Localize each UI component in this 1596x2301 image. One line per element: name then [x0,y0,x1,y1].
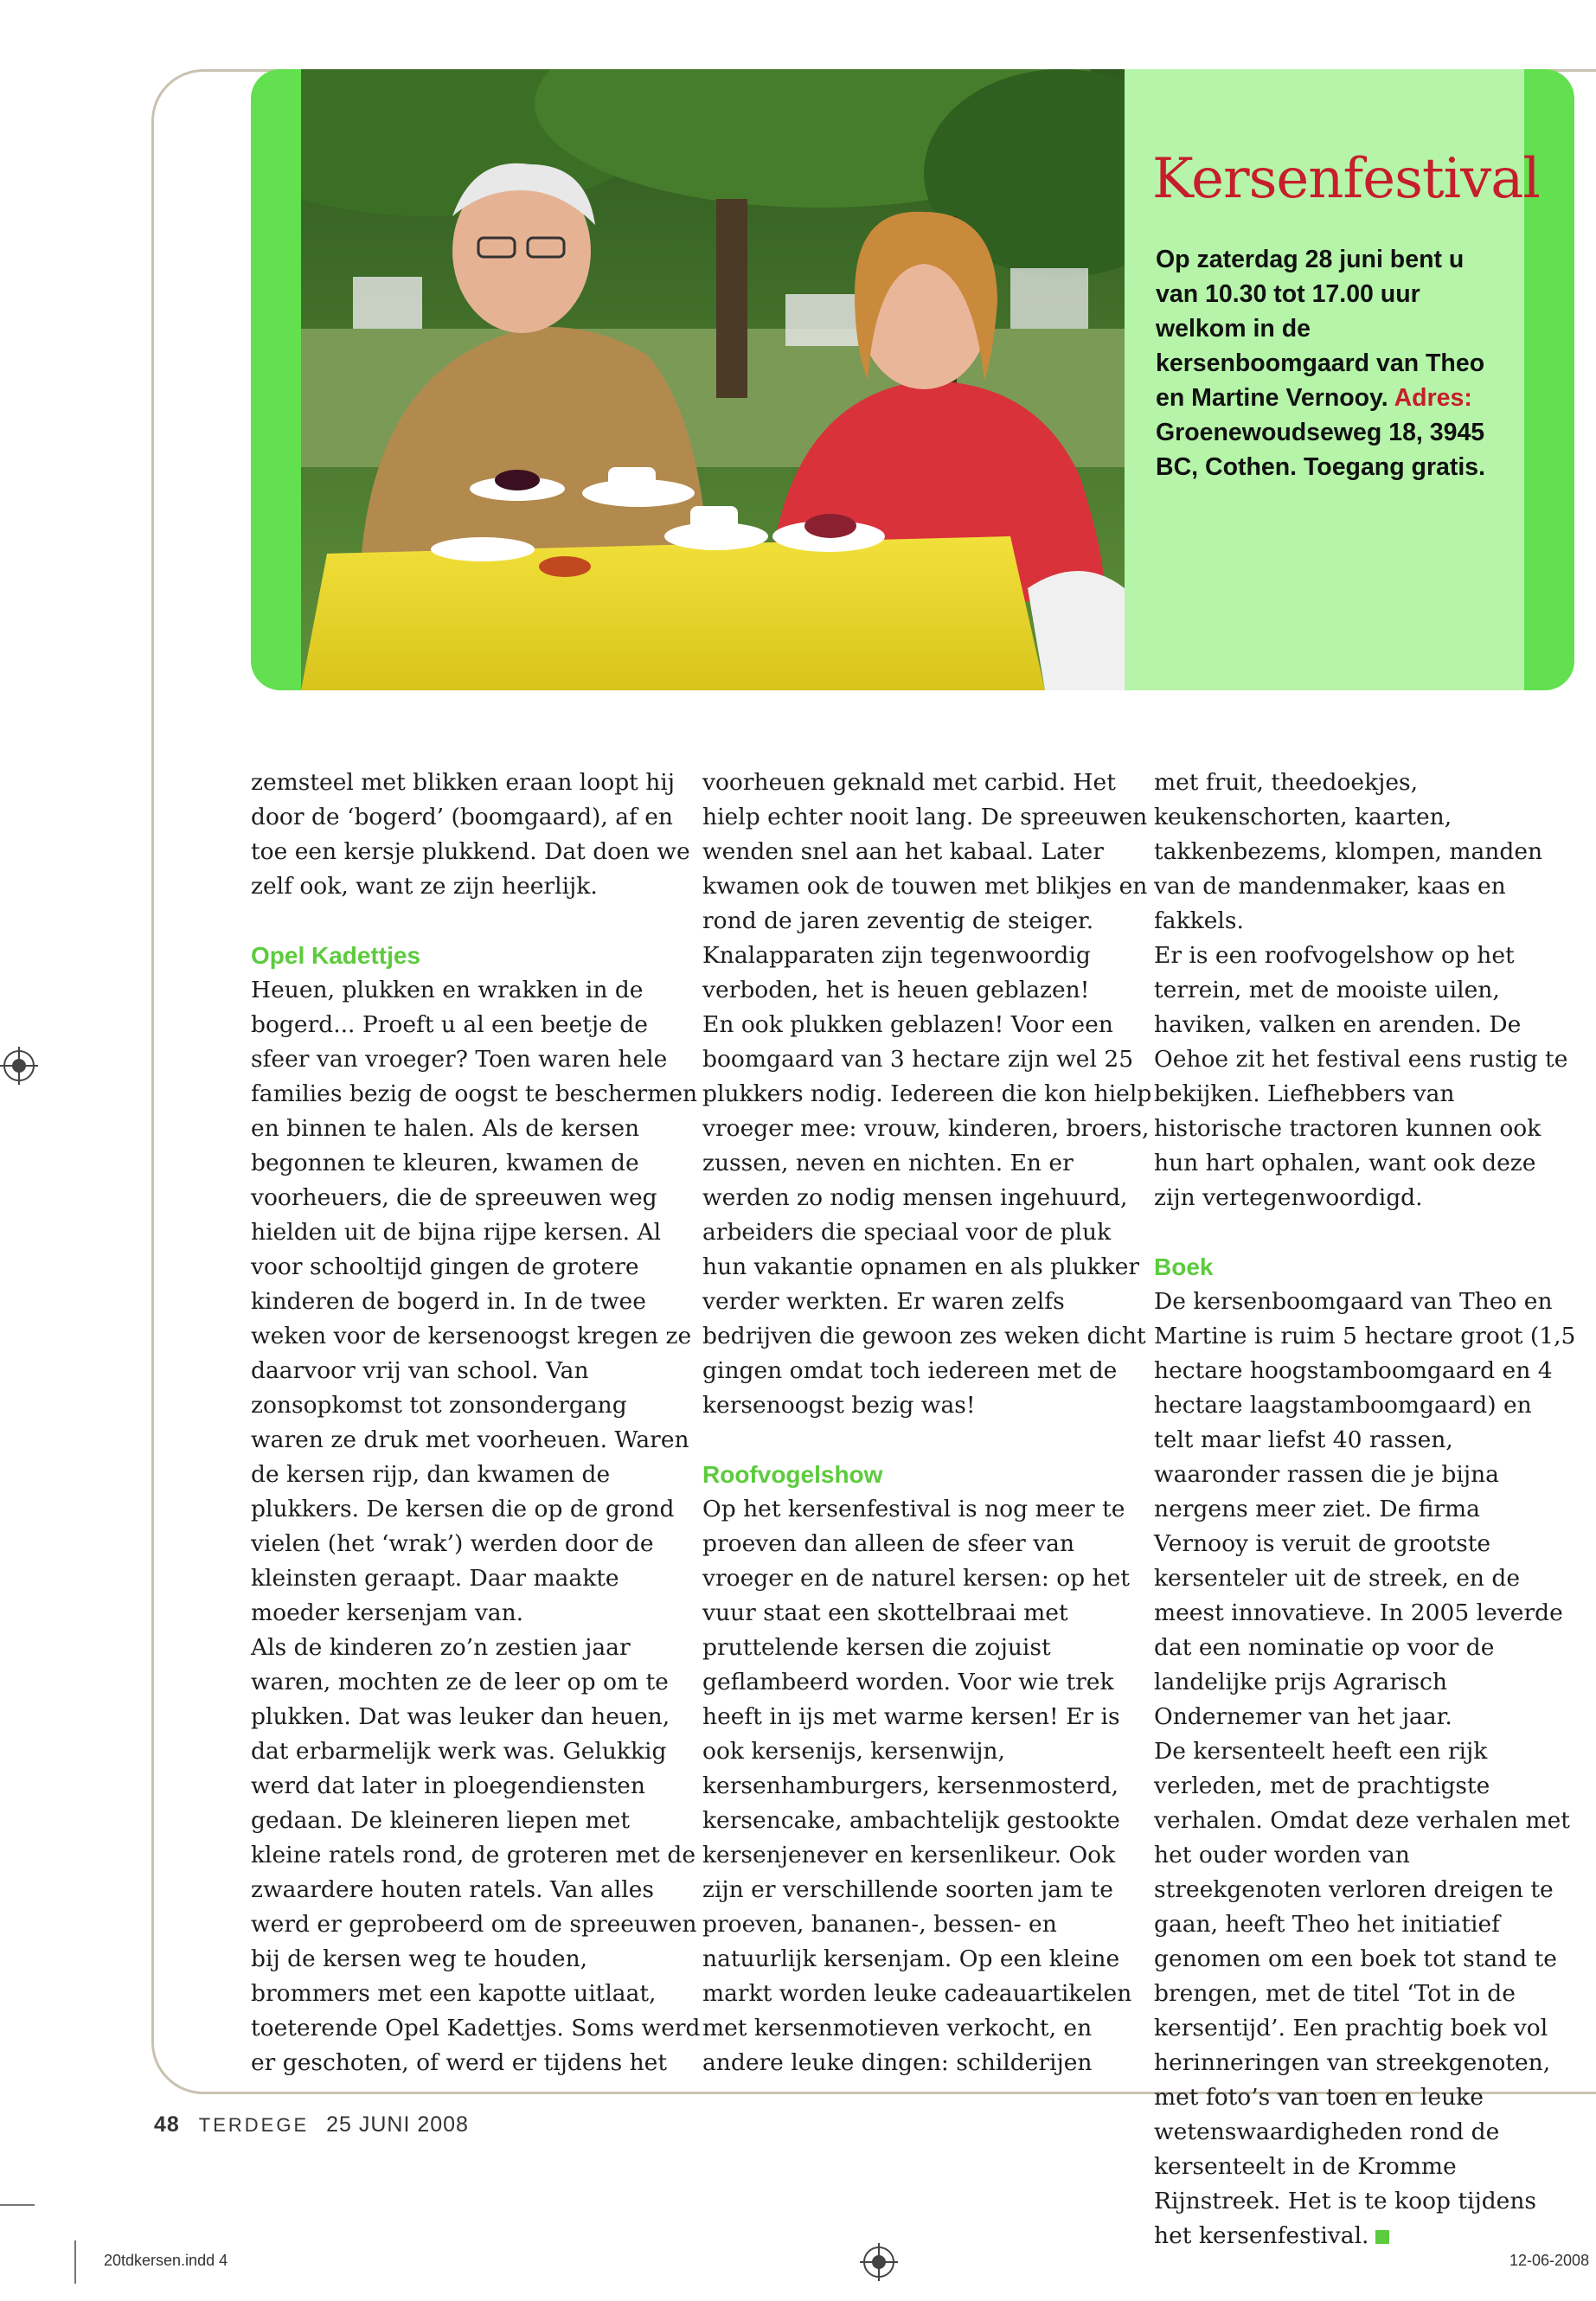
registration-mark-icon [863,2247,894,2278]
article-column-2 [702,766,1152,2080]
info-text [1156,242,1510,484]
article-column-3 [1154,766,1578,2253]
slug-filename: 20tdkersen.indd 4 [104,2252,228,2269]
paragraph-last [1154,1734,1578,2253]
paragraph: En ook plukken geblazen! Voor een boomgaard van 3 hectare zijn wel 25 plukkers nodig. Iedereen die kon hielp vroeger mee: vrouw, kinderen, broers, zussen, neven en nichten. En er werden zo nodig mensen ingehuurd, arbeiders die speciaal voor de pluk hun vakantie opnamen en als plukker verder werkten. Er waren zelfs bedrijven die gewoon zes weken dicht gingen omdat toch iedereen met de kersenoogst bezig was! [702,1011,1152,1419]
paragraph: Er is een roofvogelshow op het terrein, met de mooiste uilen, haviken, valken en arenden. De Oehoe zit het festival eens rustig te bekijken. Liefhebbers van historische tractoren kunnen ook hun hart ophalen, want ook deze zijn vertegenwoordigd. [1154,942,1568,1211]
magazine-name: TERDEGE [198,2114,310,2136]
paragraph: voorheuen geknald met carbid. Het hielp echter nooit lang. De spreeuwen wenden snel aan het kabaal. Later kwamen ook de touwen met blikjes en rond de jaren zeventig de steiger. Knalapparaten zijn tegenwoordig verboden, het is heuen geblazen! [702,769,1148,1003]
paragraph: De kersenboomgaard van Theo en Martine is ruim 5 hectare groot (1,5 hectare hoogstamboomgaard en 4 hectare laagstamboomgaard) en telt maar liefst 40 rassen, waaronder rassen die je bijna nergens meer ziet. De firma Vernooy is veruit de grootste kersenteler uit de streek, en de meest innovatieve. In 2005 leverde dat een nominatie op voor de landelijke prijs Agrarisch Ondernemer van het jaar. [1154,1288,1576,1730]
info-text-intro: Op zaterdag 28 juni bent u van 10.30 tot 17.00 uur welkom in de kersenboomgaard van Theo en Martine Vernooy. [1156,246,1485,412]
registration-mark-icon [3,1050,35,1081]
page-footer [154,2112,469,2138]
paragraph: Heuen, plukken en wrakken in de bogerd... Proeft u al een beetje de sfeer van vroeger? Toen waren hele families bezig de oogst te beschermen en binnen te halen. Als de kersen begonnen te kleuren, kwamen de voorheuers, die de spreeuwen weg hielden uit de bijna rijpe kersen. Al voor schooltijd gingen de grotere kinderen de bogerd in. In de twee weken voor de kersenoogst kregen ze daarvoor vrij van school. Van zonsopkomst tot zonsondergang waren ze druk met voorheuen. Waren de kersen rijp, dan kwamen de plukkers. De kersen die op de grond vielen (het ‘wrak’) werden door de kleinsten geraapt. Daar maakte moeder kersenjam van. [251,977,698,1626]
info-address: Groenewoudseweg 18, 3945 BC, Cothen. Toegang gratis. [1156,419,1486,481]
subheading-boek: Boek [1154,1253,1214,1280]
issue-date: 25 JUNI 2008 [326,2112,469,2137]
paragraph: Op het kersenfestival is nog meer te proeven dan alleen de sfeer van vroeger en de naturel kersen: op het vuur staat een skottelbraai met pruttelende kersen die zojuist geflambeerd worden. Voor wie trek heeft in ijs met warme kersen! Er is ook kersenijs, kersenwijn, kersenhamburgers, kersenmosterd, kersencake, ambachtelijk gestookte kersenjenever en kersenlikeur. Ook zijn er verschillende soorten jam te proeven, bananen-, bessen- en natuurlijk kersenjam. Op een kleine markt worden leuke cadeauartikelen met kersenmotieven verkocht, en andere leuke dingen: schilderijen [702,1496,1132,2076]
crop-mark [74,2240,76,2284]
subheading-roofvogelshow: Roofvogelshow [702,1461,883,1488]
address-label: Adres: [1394,384,1472,412]
header-photo [301,69,1125,690]
info-box [1125,69,1540,690]
paragraph: Als de kinderen zo’n zestien jaar waren, mochten ze de leer op om te plukken. Dat was leuker dan heuen, dat erbarmelijk werk was. Gelukkig werd dat later in ploegendiensten gedaan. De kleineren liepen met kleine ratels rond, de groteren met de zwaardere houten ratels. Van alles werd er geprobeerd om de spreeuwen bij de kersen weg te houden, brommers met een kapotte uitlaat, toeterende Opel Kadettjes. Soms werd er geschoten, of werd er tijdens het [251,1634,701,2076]
paragraph: zemsteel met blikken eraan loopt hij door de ‘bogerd’ (boomgaard), af en toe een kersje plukkend. Dat doen we zelf ook, want ze zijn heerlijk. [251,769,690,900]
photo-illustration [301,69,1125,690]
subheading-opel-kadettjes: Opel Kadettjes [251,942,421,969]
page-number: 48 [154,2112,180,2137]
article-column-1 [251,766,701,2080]
slug-date: 12-06-2008 [1509,2252,1590,2269]
end-mark-icon [1375,2230,1389,2244]
crop-mark [0,2204,35,2206]
paragraph-text: De kersenteelt heeft een rijk verleden, met de prachtigste verhalen. Omdat deze verhalen met het ouder worden van streekgenoten verloren dreigen te gaan, heeft Theo het initiatief genomen om een boek tot stand te brengen, met de titel ‘Tot in de kersentijd’. Een prachtig boek vol herinneringen van streekgenoten, met foto’s van toen en leuke wetenswaardigheden rond de kersenteelt in de Kromme Rijnstreek. Het is te koop tijdens het kersenfestival. [1154,1738,1570,2249]
paragraph: met fruit, theedoekjes, keukenschorten, kaarten, takkenbezems, klompen, manden van de mandenmaker, kaas en fakkels. [1154,769,1543,934]
info-title: Kersenfestival [1152,147,1540,211]
